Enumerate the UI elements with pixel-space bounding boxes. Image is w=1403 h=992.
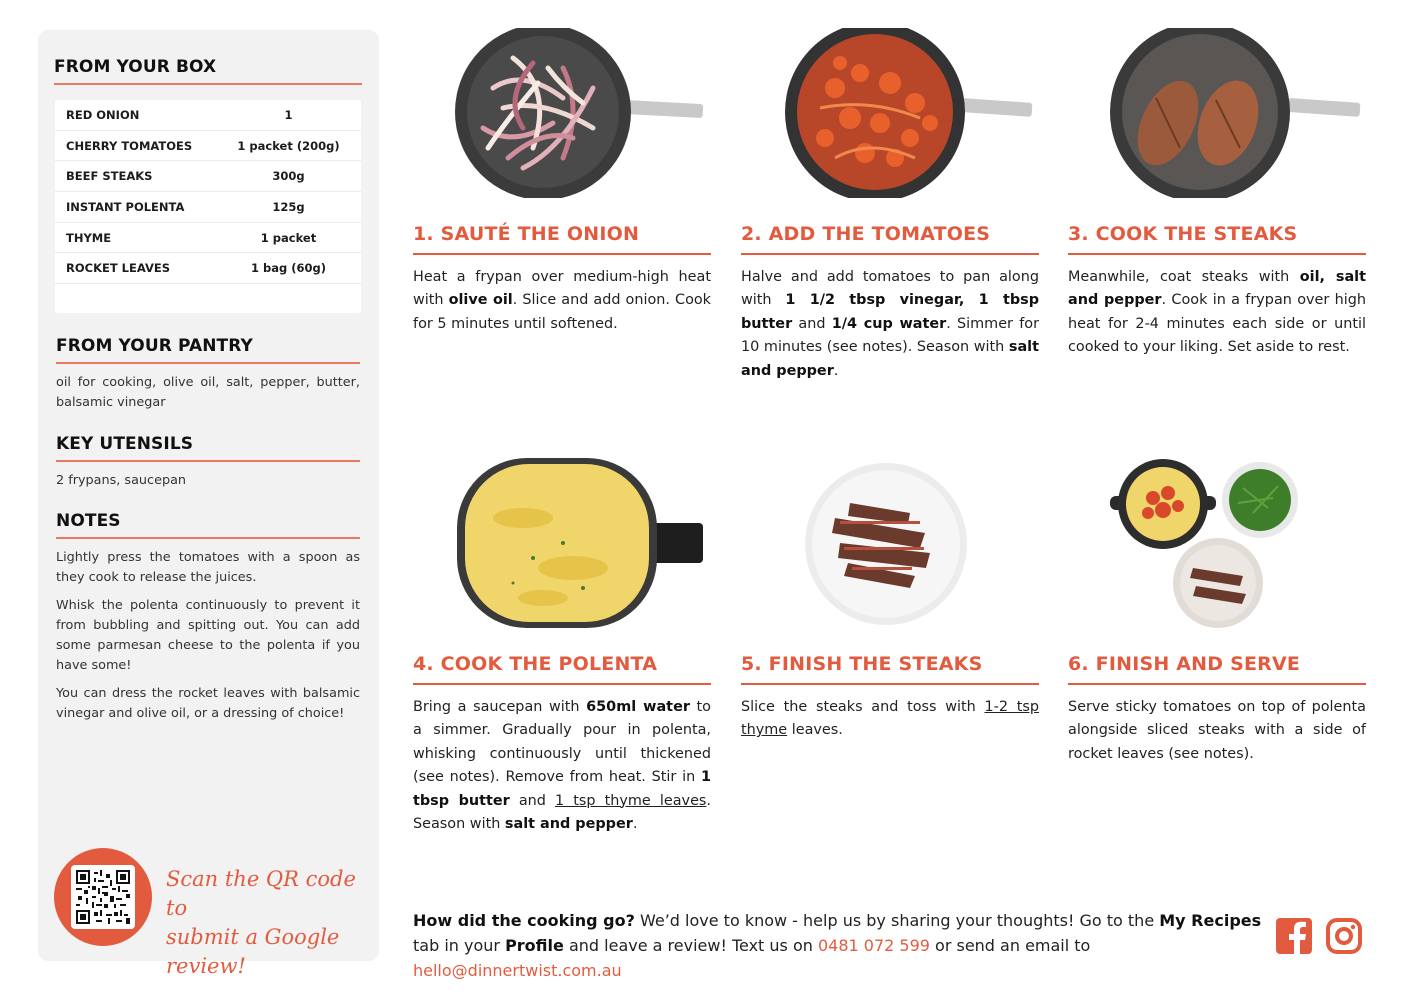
steaks-in-frypan-image: [1068, 28, 1366, 198]
text-run: .: [632, 816, 638, 833]
text-run: and leave a review! Text us on: [563, 936, 818, 955]
qr-caption-line: Scan the QR code to: [166, 867, 356, 920]
text-run: tab in your: [413, 936, 506, 955]
sidebar: [38, 30, 379, 978]
divider: [56, 537, 360, 539]
notes-title: NOTES: [56, 511, 121, 531]
step-title: 1. SAUTÉ THE ONION: [413, 223, 640, 245]
contact-link[interactable]: 0481 072 599: [817, 936, 930, 955]
text-run: Halve and add tomatoes to pan along with: [741, 269, 1039, 309]
step-text: [413, 266, 711, 336]
pantry-section: [56, 336, 360, 413]
onion-in-frypan-image: [413, 28, 711, 198]
step-text: [741, 266, 1039, 383]
bold-text: 1 tbsp butter: [413, 769, 711, 809]
ingredient-qty: 1 packet: [260, 230, 317, 245]
note-item: You can dress the rocket leaves with balsamic vinegar and olive oil, or a dressing of choice!: [56, 686, 360, 721]
tomatoes-in-frypan-image: [740, 28, 1038, 198]
step-text: [741, 696, 1039, 743]
text-run: . Season with: [413, 792, 711, 833]
divider: [1068, 683, 1366, 685]
divider: [54, 83, 362, 85]
text-run: . Cook in a frypan over high heat for 2-4 minutes each side or until cooked to your liking. Set aside to rest.: [1068, 292, 1366, 356]
divider: [56, 362, 360, 364]
ingredient-name: BEEF STEAKS: [66, 169, 153, 184]
text-run: Heat a frypan over medium-high heat with: [413, 269, 711, 309]
pantry-text: oil for cooking, olive oil, salt, pepper, butter, balsamic vinegar: [56, 375, 360, 410]
text-run: and: [509, 792, 556, 809]
ingredient-qty: 125g: [272, 199, 305, 214]
bold-text: 1 1/2 tbsp vinegar, 1 tbsp butter: [741, 292, 1040, 332]
step-text: [1068, 266, 1366, 360]
divider: [56, 460, 360, 462]
step-title: 5. FINISH THE STEAKS: [741, 653, 983, 675]
bold-text: 1/4 cup water: [831, 315, 947, 332]
notes-section: [56, 511, 360, 732]
text-run: .: [833, 362, 839, 379]
ingredient-qty: 300g: [272, 169, 305, 184]
sliced-steak-plate-image: [740, 458, 1038, 628]
bold-text: salt and pepper: [504, 816, 633, 833]
text-run: Slice the steaks and toss with: [741, 699, 985, 715]
ingredient-row-empty: [55, 284, 361, 313]
ingredient-row: [55, 100, 361, 131]
pantry-title: FROM YOUR PANTRY: [56, 336, 253, 356]
utensils-section: [56, 434, 360, 491]
step-title: 6. FINISH AND SERVE: [1068, 653, 1301, 675]
step-title: 2. ADD THE TOMATOES: [741, 223, 991, 245]
text-run: to a simmer. Gradually pour in polenta, whisking continuously until thickened (see notes). Remove from heat. Stir in: [413, 699, 711, 786]
text-run: . Simmer for 10 minutes (see notes). Season with: [741, 315, 1039, 356]
bold-text: How did the cooking go?: [413, 911, 635, 930]
ingredient-row: [55, 192, 361, 223]
text-run: We’d love to know - help us by sharing your thoughts! Go to the: [634, 911, 1160, 930]
qr-caption: [166, 865, 366, 981]
bold-text: olive oil: [448, 292, 513, 309]
qr-caption-line: submit a Google review!: [166, 925, 340, 978]
ingredient-name: RED ONION: [66, 107, 140, 122]
bold-text: Profile: [505, 936, 564, 955]
ingredient-row: [55, 223, 361, 254]
divider: [413, 253, 711, 255]
ingredient-name: INSTANT POLENTA: [66, 199, 185, 214]
from-your-box-section: [54, 57, 362, 85]
divider: [741, 253, 1039, 255]
ingredient-qty: 1: [284, 107, 293, 122]
from-your-box-title: FROM YOUR BOX: [54, 57, 217, 77]
qr-code-icon[interactable]: [71, 865, 135, 929]
contact-link[interactable]: hello@dinnertwist.com.au: [413, 961, 622, 980]
text-run: . Slice and add onion. Cook for 5 minutes until softened.: [413, 292, 712, 332]
feedback-text: [413, 908, 1263, 983]
bold-text: 650ml water: [586, 699, 690, 715]
text-run: Serve sticky tomatoes on top of polenta alongside sliced steaks with a side of rocket leaves (see notes).: [1068, 699, 1366, 762]
facebook-icon[interactable]: [1276, 918, 1312, 954]
divider: [1068, 253, 1366, 255]
divider: [741, 683, 1039, 685]
bold-text: salt and pepper: [741, 339, 1039, 379]
text-run: leaves.: [787, 722, 843, 739]
ingredient-name: THYME: [66, 230, 112, 245]
bold-text: oil, salt and pepper: [1068, 269, 1366, 309]
note-item: Whisk the polenta continuously to prevent it from bubbling and spitting out. You can add some parmesan cheese to the polenta if you have some!: [56, 598, 360, 673]
text-run: Bring a saucepan with: [413, 699, 587, 715]
qr-badge[interactable]: [54, 848, 152, 946]
underlined-text: 1-2 tsp thyme: [741, 699, 1039, 739]
utensils-title: KEY UTENSILS: [56, 434, 194, 454]
step-text: [413, 696, 711, 836]
ingredient-row: [55, 161, 361, 192]
step-title: 4. COOK THE POLENTA: [413, 653, 658, 675]
ingredient-row: [55, 131, 361, 162]
step-title: 3. COOK THE STEAKS: [1068, 223, 1298, 245]
ingredient-qty: 1 bag (60g): [251, 261, 326, 276]
note-item: Lightly press the tomatoes with a spoon as they cook to release the juices.: [56, 550, 360, 585]
step-text: [1068, 696, 1366, 766]
ingredient-row: [55, 253, 361, 284]
notes-text: [56, 548, 360, 724]
served-dishes-image: [1068, 458, 1366, 628]
ingredient-qty: 1 packet (200g): [237, 138, 340, 153]
ingredient-name: ROCKET LEAVES: [66, 261, 171, 276]
utensils-text: 2 frypans, saucepan: [56, 473, 187, 488]
polenta-in-saucepan-image: [413, 458, 711, 628]
underlined-text: 1 tsp thyme leaves: [555, 792, 707, 809]
divider: [413, 683, 711, 685]
bold-text: My Recipes: [1159, 911, 1262, 930]
ingredients-table: [55, 100, 361, 313]
text-run: and: [792, 315, 832, 332]
instagram-icon[interactable]: [1326, 918, 1362, 954]
text-run: or send an email to: [929, 936, 1091, 955]
text-run: Meanwhile, coat steaks with: [1068, 269, 1300, 285]
ingredient-name: CHERRY TOMATOES: [66, 138, 193, 153]
